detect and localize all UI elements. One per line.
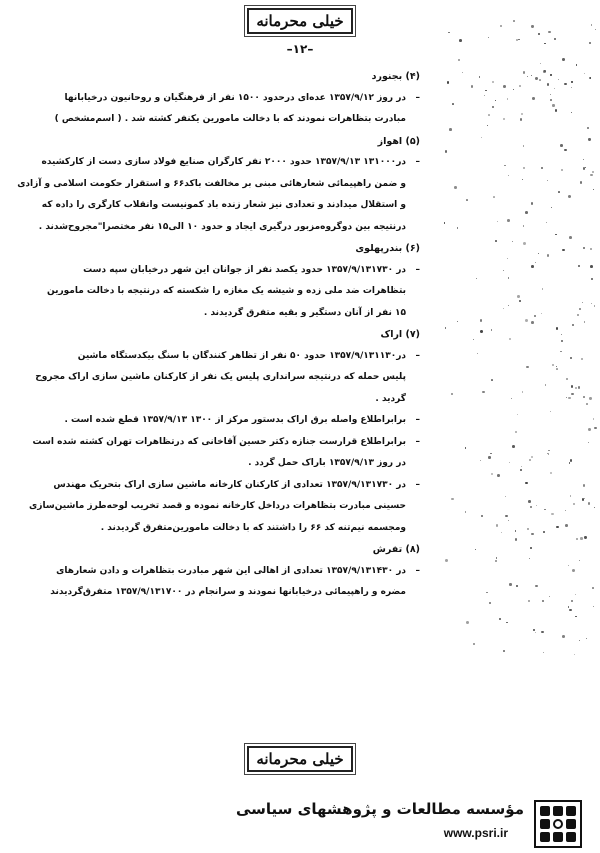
section-paragraph	[64, 410, 420, 432]
section-heading: (۵) اهواز	[377, 135, 420, 147]
section-heading: (۸) تفرش	[372, 544, 420, 555]
classification-stamp-top	[247, 8, 353, 34]
paragraph-line: ومجسمه نیم‌تنه کد ۶۶ را داشتند که با دخالت مامورین‌متفرق گردیدند .	[100, 522, 406, 533]
paragraph-line: مضره و راهپیمائی درخیابانها نمودند و سرانجام در ۱۳۵۷/۹/۱۳۱۷۰۰ متفرق‌گردیدند	[50, 587, 406, 597]
paragraph-line: درنتیجه بین دوگروه‌مزبور درگیری ایجاد و حدود ۱۰ الی۱۵ نفر مختصرا"مجروح‌شدند .	[38, 221, 406, 232]
paragraph-line: – در۱۳۵۷/۹/۱۳۱۱۳۰ حدود ۵۰ نفر از تظاهر کنندگان با سنگ بیکدستگاه ماشین	[77, 350, 406, 361]
paragraph-line: حسینی مبادرت بتظاهرات دردا‌خل کارخانه نموده و قصد تخریب لوحه‌طرز ماشین‌سازی	[29, 501, 406, 511]
document-body	[17, 66, 420, 604]
paragraph-line: ۱۵ نفر از آنان دستگیر و بقیه متفرق گردیدند .	[203, 307, 406, 318]
paragraph-line: – برابراطلاع قرارست جنازه دکتر حسین آقاخانی که درتظاهرات تهران کشته شده است	[32, 436, 406, 447]
paragraph-line: – برابراطلاع واصله برق اراک بدستور مرکز از ۱۳۰۰ ۱۳۵۷/۹/۱۳ قطع شده است .	[64, 415, 406, 425]
section-heading: (۷) اراک	[380, 329, 420, 340]
section-paragraph	[17, 152, 420, 238]
paragraph-line: و ضمن راهپیمائی شعارهائی مبنی بر مخالفت باکد۶۶ و استقرار حکومت اسلامی و آزادی	[17, 178, 406, 189]
section-paragraph	[29, 475, 420, 540]
section-paragraph	[35, 346, 420, 411]
paragraph-line: – در ۱۳۵۷/۹/۱۳۱۷۳۰ حدود یکصد نفر از جوانان این شهر درخیابان سپه دست	[83, 264, 406, 275]
section-paragraph	[32, 432, 420, 475]
page-number: –۱۲–	[286, 42, 314, 56]
classification-label: خیلی محرمانه	[256, 750, 344, 768]
paragraph-line: گردید .	[375, 393, 406, 404]
section-heading: (۶) بندرپهلوی	[355, 243, 420, 254]
paragraph-line: در روز ۱۳۵۷/۹/۱۳ باراک حمل گردد .	[248, 458, 406, 468]
paragraph-line: – در ۱۳۵۷/۹/۱۳۱۷۳۰ تعدادی از کارکنان کارخانه ماشین سازی اراک بتحریک مهندس	[53, 479, 406, 490]
paragraph-line: مبادرت بتظاهرات نمودند که با دخالت مامورین یکنفر کشته شد . ( اسم‌مشخص )	[54, 114, 406, 124]
psri-logo-icon	[534, 800, 582, 848]
paragraph-line: پلیس حمله که درنتیجه سرانداری پلیس یک نفر از کارکنان ماشین سازی اراک مجروح	[35, 372, 406, 382]
section-paragraph	[46, 260, 420, 325]
classification-label: خیلی محرمانه	[256, 12, 344, 30]
institute-name: مؤسسه مطالعات و پژوهشهای سیاسی	[235, 800, 524, 818]
section-paragraph	[54, 88, 420, 131]
paragraph-line: – در روز ۱۳۵۷/۹/۱۲ عده‌ای درحدود ۱۵۰۰ نفر از فرهنگیان و روحانیون درخیابانها	[64, 92, 406, 103]
section-heading: (۴) بجنورد	[371, 71, 420, 82]
paragraph-line: – در۱۳۱۰۰۰ ۱۳۵۷/۹/۱۳ حدود ۲۰۰۰ نفر کارگران صنایع فولاد سازی دست از کارکشیده	[41, 157, 406, 167]
classification-stamp-bottom	[247, 746, 353, 772]
section-paragraph	[50, 561, 420, 604]
paragraph-line: – در ۱۳۵۷/۹/۱۳۱۴۳۰ تعدادی از اهالی این شهر مبادرت بتظاهرات و دادن شعارهای	[56, 565, 406, 576]
institute-url: www.psri.ir	[443, 826, 508, 840]
paragraph-line: بتظاهرات ضد ملی زده و شیشه یک مغازه را شکسته که درنتیجه با دخالت مامورین	[46, 286, 406, 296]
paragraph-line: و استقلال میدادند و تعدادی نیز شعار زنده باد کمونیست وانقلاب کارگری را داده که	[41, 200, 406, 210]
footer-watermark	[235, 796, 600, 853]
